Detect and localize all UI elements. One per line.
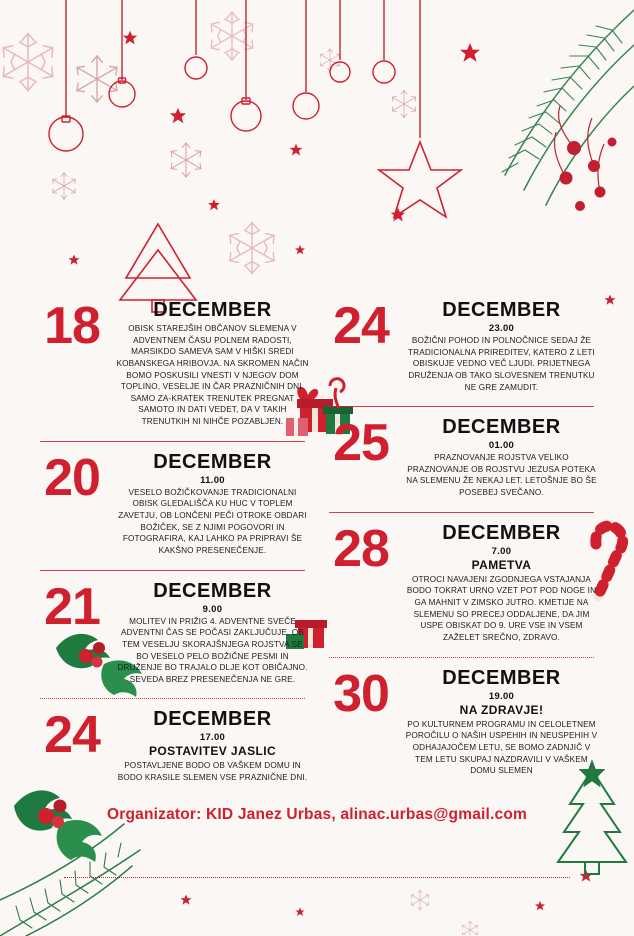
event-body (116, 450, 309, 557)
event-time: 01.00 (488, 440, 515, 452)
event-month: DECEMBER (153, 579, 272, 602)
event-month: DECEMBER (153, 450, 272, 473)
event-day: 25 (333, 414, 389, 473)
divider (329, 657, 594, 658)
event-headline: PAMETVA (471, 557, 532, 572)
event-description: MOLITEV IN PRIŽIG 4. ADVENTNE SVEČE ADVENTNI ČAS SE POČASI ZAKLJUČUJE. OB TEM VESELJU SKORAJŠNJEGA ROJSTVA SE BO VESELO PELO BOŽIČNE PESMI IN DRUŽENJE BO TRAJALO DLJE KOT OBIČAJNO. SEVEDA BREZ PRESENEČENJA NE GRE. (117, 616, 308, 684)
divider (40, 441, 305, 442)
event-time: 19.00 (488, 690, 515, 702)
event-item (325, 666, 598, 783)
event-description: PO KULTURNEM PROGRAMU IN CELOLETNEM POROČILU O NAŠIH USPEHIH IN NEUSPEHIH V ODHAJAJOČEM LETU, SE BOMO ZADNJIČ V TEM LETU SKUPAJ NAZDRAVILI V VAŠKEM DOMU SLEMEN (405, 719, 598, 776)
event-item (325, 521, 598, 650)
event-time: 9.00 (202, 603, 223, 615)
event-body (116, 707, 309, 783)
divider (40, 698, 305, 699)
event-day: 24 (333, 297, 389, 355)
event-description: OBISK STAREJŠIH OBČANOV SLEMENA V ADVENTNEM ČASU POLNEM RADOSTI, MARSIKDO SAMEVA SAM V HIŠKI SREDI KOBANSKEGA HRIBOVJA. NA SKROMEN NAČIN BOMO POSKUSILI VNESTI V NJEGOV DOM TOPLINO, VESELJE IN ČAR PRAZNIČNIH DNI. SAMO ZA-KRATEK TRENUTEK PREGNAT SAMOTO IN DATI VEDET, DA V TAKIH TRENUTKIH NI NIHČE POZABLJEN. (116, 324, 309, 427)
event-day: 18 (44, 297, 100, 355)
event-day: 24 (44, 706, 100, 765)
event-description: POSTAVLJENE BODO OB VAŠKEM DOMU IN BODO KRASILE SLEMEN VSE PRAZNIČNE DNI. (117, 761, 308, 783)
event-month: DECEMBER (442, 299, 561, 321)
event-body (116, 298, 309, 428)
event-month: DECEMBER (153, 708, 272, 731)
event-month: DECEMBER (442, 416, 561, 439)
divider (40, 570, 305, 571)
event-body (405, 298, 598, 393)
event-body (405, 521, 598, 644)
event-description: OTROCI NAVAJENI ZGODNJEGA VSTAJANJA BODO TOKRAT URNO VZET POT POD NOGE IN GA MAHNIT V ZIMSKO JUTRO. KMETIJE NA SLEMENU SO PRECEJ ODDALJENE, DA JIM USPE OBISKAT DO 9. URE VSE IN VSEM ZAŽELET SREČNO, ZDRAVO. (406, 574, 597, 642)
event-item (325, 415, 598, 505)
event-item (36, 707, 309, 789)
event-time: 7.00 (491, 545, 512, 557)
events-grid (28, 298, 606, 790)
event-day: 20 (44, 448, 100, 507)
event-day: 21 (44, 577, 100, 636)
event-month: DECEMBER (153, 299, 272, 321)
event-body (405, 666, 598, 777)
event-item (36, 298, 309, 434)
event-day: 30 (333, 664, 389, 723)
event-month: DECEMBER (442, 666, 561, 689)
event-time: 11.00 (200, 474, 225, 486)
right-column (317, 298, 606, 790)
event-day: 28 (333, 519, 389, 578)
event-item (36, 579, 309, 692)
divider (329, 512, 594, 513)
event-item (36, 450, 309, 563)
event-month: DECEMBER (442, 521, 561, 544)
event-description: PRAZNOVANJE ROJSTVA VELIKO PRAZNOVANJE OB ROJSTVU JEZUSA POTEKA NA SLEMENU ŽE NEKAJ LET. LETOŠNJE BO ŠE POSEBEJ SVEČANO. (406, 453, 597, 498)
event-body (405, 415, 598, 499)
event-headline: POSTAVITEV JASLIC (148, 744, 277, 759)
divider (329, 406, 594, 407)
event-body (116, 579, 309, 686)
event-headline: NA ZDRAVJE! (459, 702, 544, 717)
event-description: BOŽIČNI POHOD IN POLNOČNICE SEDAJ ŽE TRADICIONALNA PRIREDITEV, KATERO Z LETI OBISKUJE VEDNO VEČ LJUDI. PRIJETNEGA DRUŽENJA OB TAKO SLOVESNEM TRENUTKU NE GRE ZAMUDIT. (408, 336, 595, 392)
left-column (28, 298, 317, 790)
bottom-divider (64, 877, 570, 878)
event-description: VESELO BOŽIČKOVANJE TRADICIONALNI OBISK GLEDALIŠČA KU HUC V TOPLEM ZAVETJU, OB LONČENI PEČI OTROKE OBDARI BOŽIČEK, SE Z NJIMI POGOVORI IN FOTOGRAFIRA, KAJ LAHKO PA PRIPRAVI ŠE KAKŠNO PRESENEČENJE. (118, 487, 307, 555)
organizer-line: Organizator: KID Janez Urbas, alinac.urbas@gmail.com (106, 806, 527, 823)
event-item (325, 298, 598, 399)
event-time: 17.00 (199, 732, 226, 744)
event-time: 23.00 (488, 323, 515, 334)
